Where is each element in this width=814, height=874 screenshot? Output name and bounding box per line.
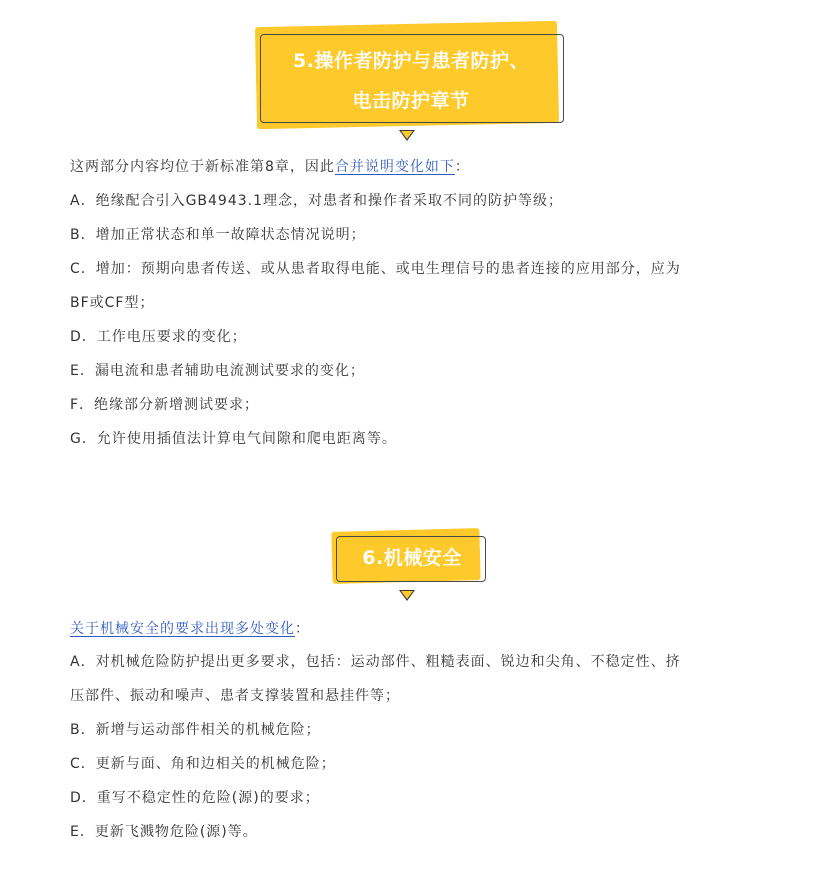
section-6-heading [328,528,490,586]
section-5-title-line-1: 5.操作者防护与患者防护、 [293,50,529,72]
section-5-intro [70,157,760,177]
section-6-item-c: C．更新与面、角和边相关的机械危险； [70,756,336,772]
section-6-item-b: B．新增与运动部件相关的机械危险； [70,722,321,738]
section-5-intro-prefix: 这两部分内容均位于新标准第8章，因此 [70,159,335,175]
section-6-item-d: D．重写不稳定性的危险(源)的要求； [70,790,320,806]
section-5-heading [252,24,570,128]
section-6-item-a: A．对机械危险防护提出更多要求，包括：运动部件、粗糙表面、锐边和尖角、不稳定性、挤 [70,654,681,670]
section-5-item-f: F．绝缘部分新增测试要求； [70,397,260,413]
section-6-intro-link[interactable]: 关于机械安全的要求出现多处变化 [70,621,295,637]
section-6-down-arrow-icon [399,590,415,601]
section-5-item-a: A．绝缘配合引入GB4943.1理念，对患者和操作者采取不同的防护等级； [70,193,564,209]
section-5-item-c-continued: BF或CF型； [70,295,155,311]
section-6-title: 6.机械安全 [362,547,462,569]
section-6-item-a-continued: 压部件、振动和噪声、患者支撑装置和悬挂件等； [70,688,400,704]
section-5-intro-suffix: ： [454,159,470,175]
section-5-item-g: G．允许使用插值法计算电气间隙和爬电距离等。 [70,431,397,447]
section-5-item-c: C．增加：预期向患者传送、或从患者取得电能、或电生理信号的患者连接的应用部分，应为 [70,261,681,277]
section-6-intro-suffix: ： [295,621,310,637]
section-5-item-e: E．漏电流和患者辅助电流测试要求的变化； [70,363,365,379]
section-6-intro [70,619,760,639]
section-5-down-arrow-icon [399,130,415,141]
section-5-item-d: D．工作电压要求的变化； [70,329,247,345]
section-5-title-line-2: 电击防护章节 [352,90,470,112]
section-5-intro-link[interactable]: 合并说明变化如下 [334,159,455,175]
section-5-item-b: B．增加正常状态和单一故障状态情况说明； [70,227,366,243]
section-6-item-e: E．更新飞溅物危险(源)等。 [70,824,258,840]
